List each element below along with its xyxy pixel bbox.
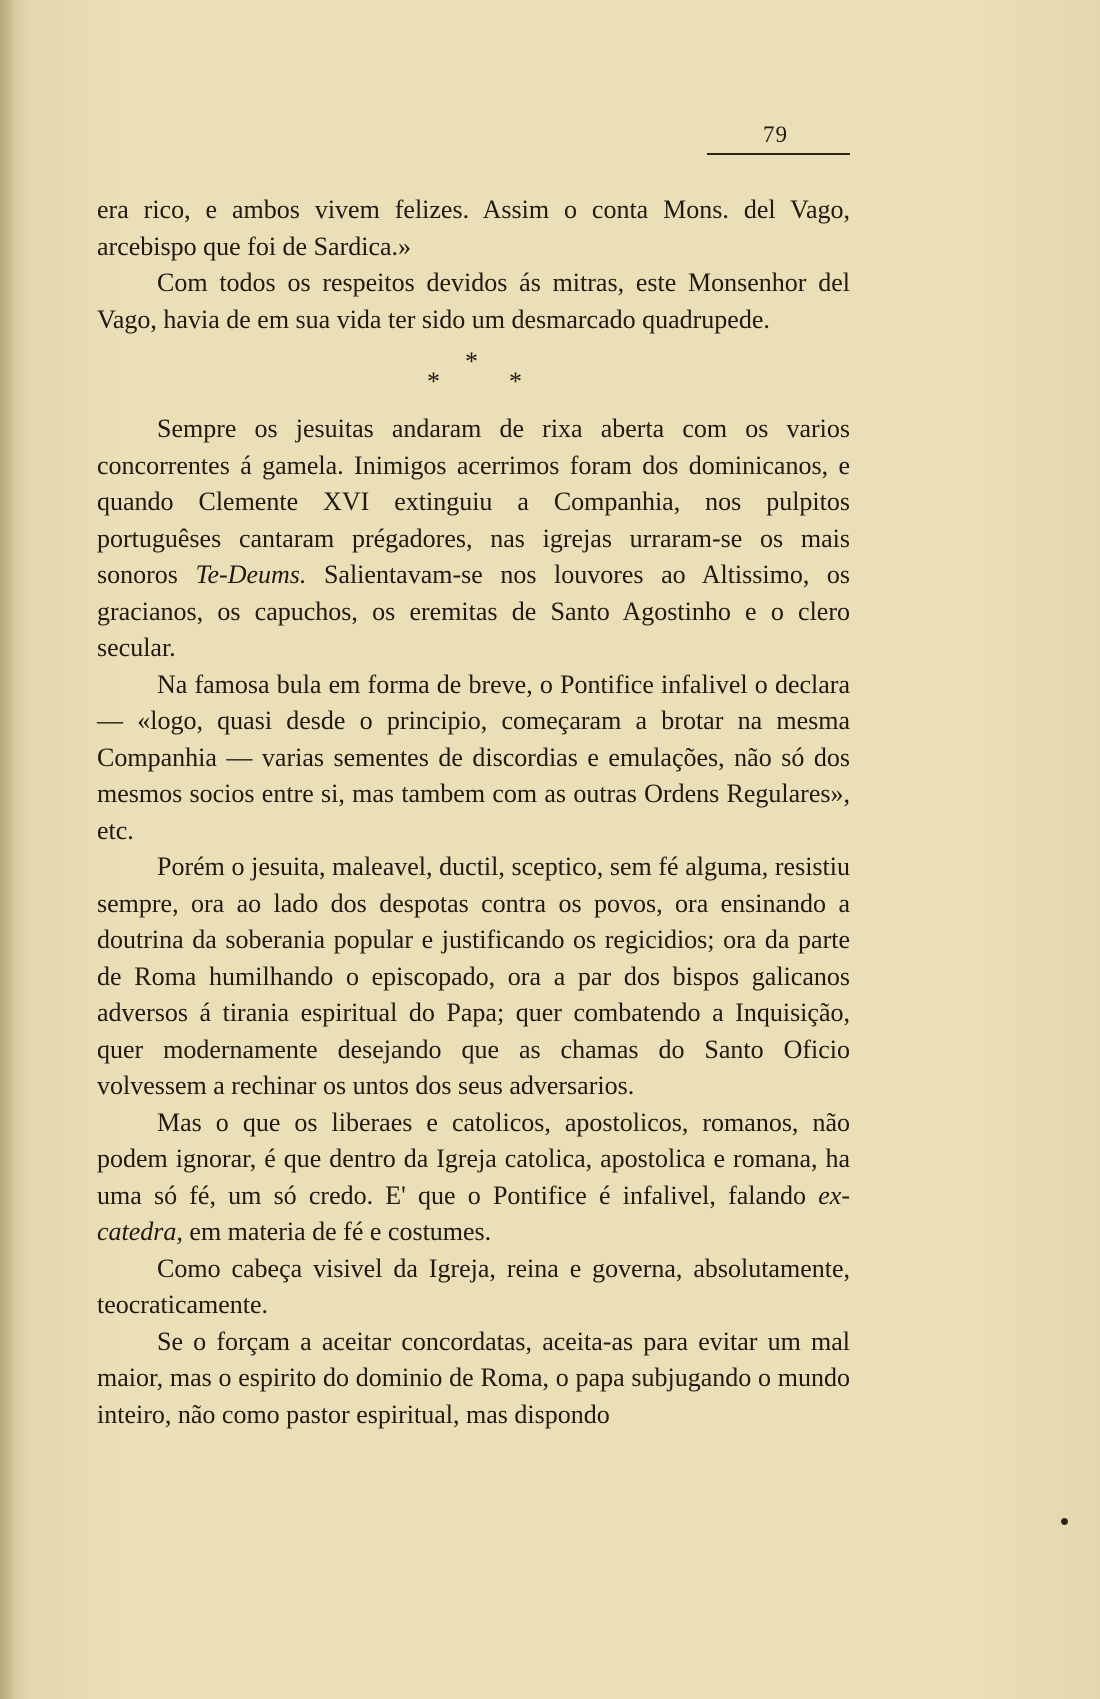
paragraph-text: Se o forçam a aceitar concordatas, aceita-as para evitar um mal maior, mas o espirito do dominio de Roma, o papa subjugando o mundo inteiro, não como pastor espiritual, mas dispondo <box>97 1326 850 1429</box>
asterisk: * <box>465 347 478 376</box>
paragraph <box>97 265 850 338</box>
paragraph-text: Sempre os jesuitas andaram de rixa aberta com os varios concorrentes á gamela. Inimigos acerrimos foram dos dominicanos, e quando Clemente XVI extinguiu a Companhia, nos pulpitos portuguêses cantaram prégadores, nas igrejas urraram-se os mais sonoros <box>97 414 850 589</box>
paragraph-text: Na famosa bula em forma de breve, o Pontifice infalivel o declara — «logo, quasi desde o principio, começaram a brotar na mesma Companhia — varias sementes de discordias e emulações, não só dos mesmos socios entre si, mas tambem com as outras Ordens Regulares», etc. <box>97 669 850 845</box>
paragraph-text: Porém o jesuita, maleavel, ductil, sceptico, sem fé alguma, resistiu sempre, ora ao lado dos despotas contra os povos, ora ensinando a doutrina da soberania popular e justificando os regicidios; ora da parte de Roma humilhando o episcopado, ora a par dos bispos galicanos adversos á tirania espiritual do Papa; quer combatendo a Inquisição, quer modernamente desejando que as chamas do Santo Oficio volvessem a rechinar os untos dos seus adversarios. <box>97 852 850 1100</box>
italic-text: Te-Deums. <box>195 560 307 589</box>
paragraph <box>97 192 850 265</box>
paragraph <box>97 667 850 850</box>
paragraph-text: Salientavam-se nos louvores ao Altissimo, os gracianos, os capuchos, os eremitas de Santo Agostinho e o clero secular. <box>97 560 850 662</box>
body-text <box>97 192 850 1433</box>
section-break-asterisks <box>97 338 850 411</box>
asterisk: * <box>509 367 522 396</box>
paragraph-text: era rico, e ambos vivem felizes. Assim o conta Mons. del Vago, arcebispo que foi de Sardica.» <box>97 195 850 261</box>
ink-dot <box>1061 1518 1068 1525</box>
asterisk: * <box>427 367 440 396</box>
paragraph <box>97 411 850 667</box>
page-number: 79 <box>763 122 788 147</box>
paragraph <box>97 849 850 1105</box>
paragraph-text: Mas o que os liberaes e catolicos, apostolicos, romanos, não podem ignorar, é que dentro da Igreja catolica, apostolica e romana, ha uma só fé, um só credo. E' que o Pontifice é infalivel, falando <box>97 1107 850 1210</box>
paragraph <box>97 1105 850 1251</box>
paragraph-text: em materia de fé e costumes. <box>182 1217 492 1246</box>
paragraph-text: Com todos os respeitos devidos ás mitras, este Monsenhor del Vago, havia de em sua vida ter sido um desmarcado quadrupede. <box>97 268 850 334</box>
paragraph-text: Como cabeça visivel da Igreja, reina e governa, absolutamente, teocraticamente. <box>97 1253 850 1319</box>
page-number-rule <box>707 153 850 155</box>
paragraph <box>97 1251 850 1324</box>
italic-text: ex-catedra, <box>97 1180 850 1246</box>
page-edge-shadow <box>0 0 14 1699</box>
paragraph <box>97 1324 850 1434</box>
